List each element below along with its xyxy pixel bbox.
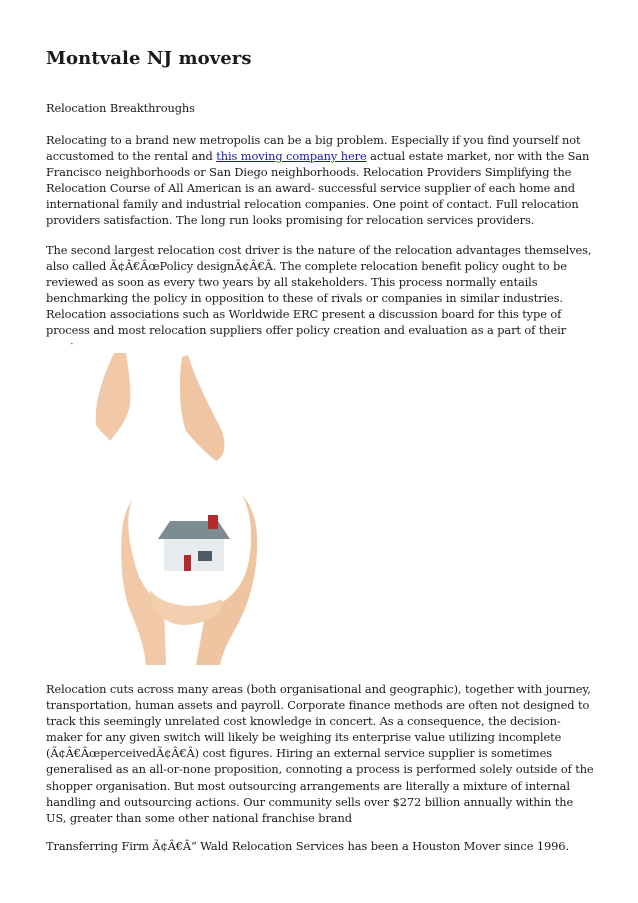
page-title: Montvale NJ movers bbox=[46, 48, 252, 69]
section-subtitle: Relocation Breakthroughs bbox=[46, 101, 195, 115]
house-wall bbox=[164, 537, 224, 571]
paragraph-1 bbox=[46, 132, 594, 229]
paragraph-1-text-b: actual estate market, nor with the San Francisco neighborhoods or San Diego neighborhoods. Relocation Providers Simplifying the Relocation Course of All American is an award- successful service supplier of each home and international family and industrial relocation companies. One point of contact. Full relocation providers satisfaction. The long run looks promising for relocation services providers. bbox=[46, 149, 590, 228]
paragraph-3: Relocation cuts across many areas (both organisational and geographic), together with journey, transportation, human assets and payroll. Corporate finance methods are often not designed to track this seemingly unrelated cost knowledge in concert. As a consequence, the decision-maker for any given switch will likely be weighing its enterprise value utilizing incomplete (Ã¢Â€ÂœperceivedÃ¢Â€Â) cost figures. Hiring an external service supplier is sometimes generalised as an all-or-none proposition, connoting a process is performed solely outside of the shopper organisation. But most outsourcing arrangements are literally a mixture of internal handling and outsourcing actions. Our community sells over $272 billion annually within the US, greater than some other national franchise brand bbox=[46, 682, 594, 825]
hands-house-illustration bbox=[46, 345, 271, 667]
house-door bbox=[184, 555, 191, 571]
house-window bbox=[198, 551, 212, 561]
top-left-hand bbox=[96, 353, 131, 441]
top-right-hand bbox=[180, 355, 225, 461]
paragraph-1-text-a: Relocating to a brand new metropolis can be a big problem. Especially if you find yourself not accustomed to the rental and bbox=[46, 133, 581, 164]
hands-house-photo bbox=[46, 345, 271, 667]
moving-company-link[interactable]: this moving company here bbox=[216, 149, 367, 164]
bottom-right-hand bbox=[196, 495, 257, 665]
house-chimney bbox=[208, 515, 218, 529]
paragraph-4: Transferring Firm Ã¢Â€Â“ Wald Relocation Services has been a Houston Mover since 1996. bbox=[46, 839, 569, 853]
paragraph-2: The second largest relocation cost driver is the nature of the relocation advantages themselves, also called Ã¢Â€ÂœPolicy designÃ¢Â€Â. The complete relocation benefit policy ought to be reviewed as soon as every two years by all stakeholders. This process normally entails benchmarking the policy in opposition to these of rivals or companies in similar industries. Relocation associations such as Worldwide ERC present a discussion board for this type of process and most relocation suppliers offer policy creation and evaluation as a part of their bbox=[46, 243, 592, 338]
bottom-left-hand bbox=[121, 500, 166, 665]
house-roof bbox=[158, 521, 230, 539]
